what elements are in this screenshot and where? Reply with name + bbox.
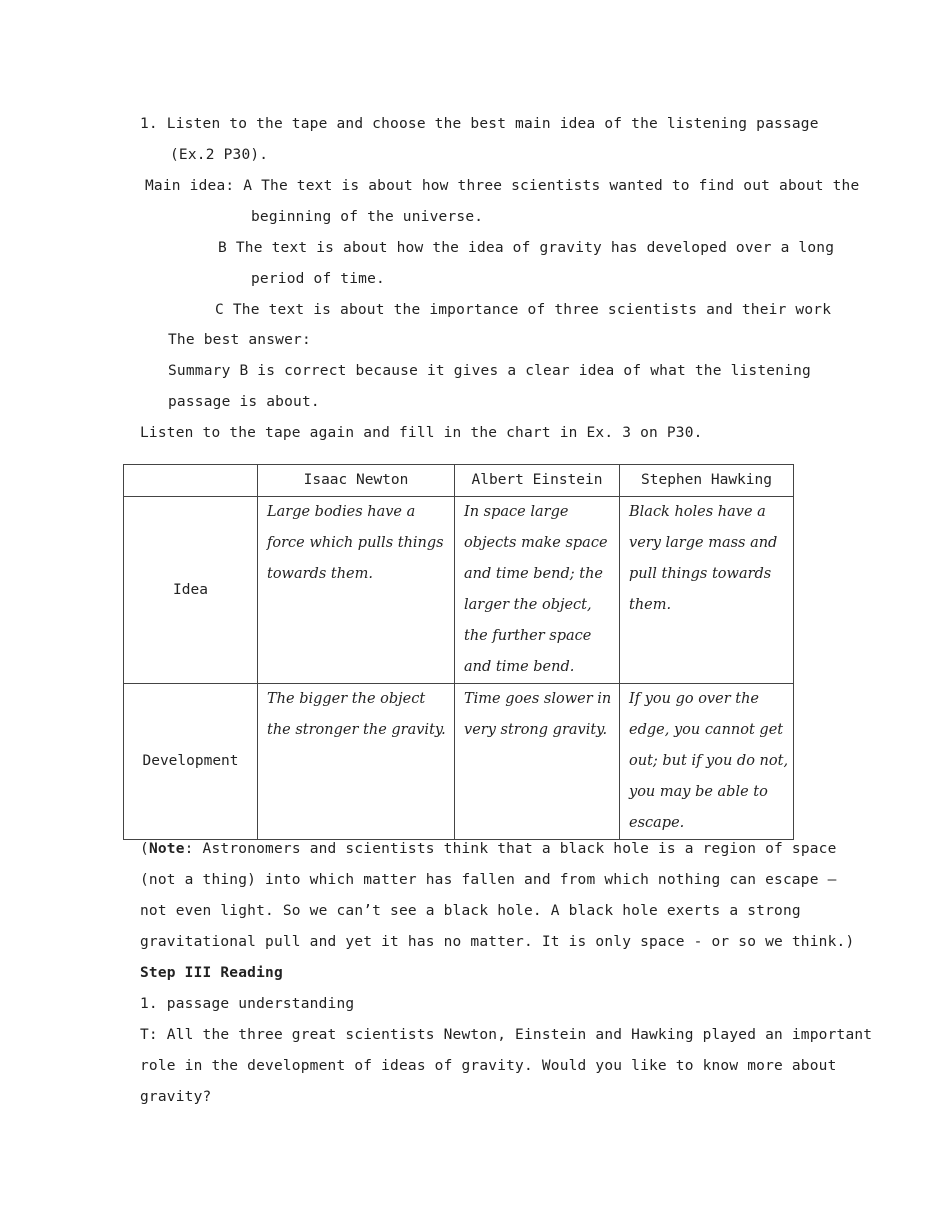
option-c: C The text is about the importance of three scientists and their work xyxy=(215,302,832,318)
table-row-development xyxy=(124,684,794,840)
idea-newton: Large bodies have a force which pulls things towards them. xyxy=(258,497,455,684)
development-newton: The bigger the object the stronger the gravity. xyxy=(258,684,455,840)
option-b-line2: period of time. xyxy=(251,271,385,287)
exercise-instruction-line1: 1. Listen to the tape and choose the best main idea of the listening passage xyxy=(140,116,819,132)
option-a-line1: Main idea: A The text is about how three scientists wanted to find out about the xyxy=(145,178,860,194)
option-a-line2: beginning of the universe. xyxy=(251,209,484,225)
idea-hawking: Black holes have a very large mass and pull things towards them. xyxy=(620,497,794,684)
teacher-line1: T: All the three great scientists Newton, Einstein and Hawking played an important xyxy=(140,1027,873,1043)
note-line2: (not a thing) into which matter has fallen and from which nothing can escape — xyxy=(140,872,837,888)
note-label: Note xyxy=(148,841,185,857)
table-row-idea xyxy=(124,497,794,684)
row-label-development: Development xyxy=(124,684,258,840)
teacher-line3: gravity? xyxy=(140,1089,212,1105)
row-label-idea: Idea xyxy=(124,497,258,684)
development-einstein: Time goes slower in very strong gravity. xyxy=(455,684,620,840)
note-line4: gravitational pull and yet it has no matter. It is only space - or so we think.) xyxy=(140,934,855,950)
scientists-chart-table xyxy=(123,464,794,840)
header-cell-newton: Isaac Newton xyxy=(258,465,455,497)
note-open-paren: ( xyxy=(140,841,149,857)
header-cell-empty xyxy=(124,465,258,497)
header-cell-einstein: Albert Einstein xyxy=(455,465,620,497)
idea-einstein: In space large objects make space and time bend; the larger the object, the further space and time bend. xyxy=(455,497,620,684)
note-line1 xyxy=(140,840,837,858)
table-header-row xyxy=(124,465,794,497)
development-hawking: If you go over the edge, you cannot get out; but if you do not, you may be able to escape. xyxy=(620,684,794,840)
header-cell-hawking: Stephen Hawking xyxy=(620,465,794,497)
best-answer-label: The best answer: xyxy=(168,332,311,348)
step3-subheading: 1. passage understanding xyxy=(140,996,355,1012)
exercise-instruction-line2: (Ex.2 P30). xyxy=(170,147,269,163)
step3-heading: Step III Reading xyxy=(140,965,283,981)
note-line1-text: : Astronomers and scientists think that a black hole is a region of space xyxy=(184,841,837,857)
option-b-line1: B The text is about how the idea of gravity has developed over a long xyxy=(218,240,835,256)
note-line3: not even light. So we can’t see a black hole. A black hole exerts a strong xyxy=(140,903,801,919)
summary-line2: passage is about. xyxy=(168,394,320,410)
teacher-line2: role in the development of ideas of gravity. Would you like to know more about xyxy=(140,1058,837,1074)
chart-instruction: Listen to the tape again and fill in the chart in Ex. 3 on P30. xyxy=(140,425,703,441)
summary-line1: Summary B is correct because it gives a clear idea of what the listening xyxy=(168,363,811,379)
